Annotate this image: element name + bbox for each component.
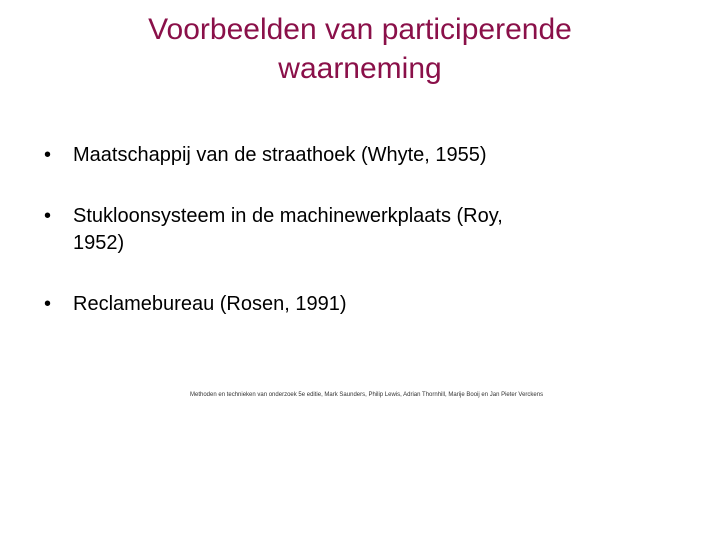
bullet-point-icon: • [44,205,52,227]
bullet-list [44,142,684,352]
bullet-text: Maatschappij van de straathoek (Whyte, 1955) [73,144,487,166]
bullet-item-whyte [44,142,684,169]
bullet-text-continuation: 1952) [73,232,125,254]
bullet-point-icon: • [44,293,52,315]
bullet-text: Stukloonsysteem in de machinewerkplaats (Roy, [73,205,503,227]
bullet-item-roy [44,203,684,257]
slide-title-line-1: Voorbeelden van participerende [148,13,572,46]
bullet-text: Reclamebureau (Rosen, 1991) [73,293,347,315]
slide-title [60,10,660,88]
slide-title-line-2: waarneming [278,52,442,85]
bullet-item-rosen [44,291,684,318]
slide-footer-citation: Methoden en technieken van onderzoek 5e editie, Mark Saunders, Philip Lewis, Adrian Thornhill, Marije Booij en Jan Pieter Verckens [190,392,544,398]
bullet-point-icon: • [44,144,52,166]
